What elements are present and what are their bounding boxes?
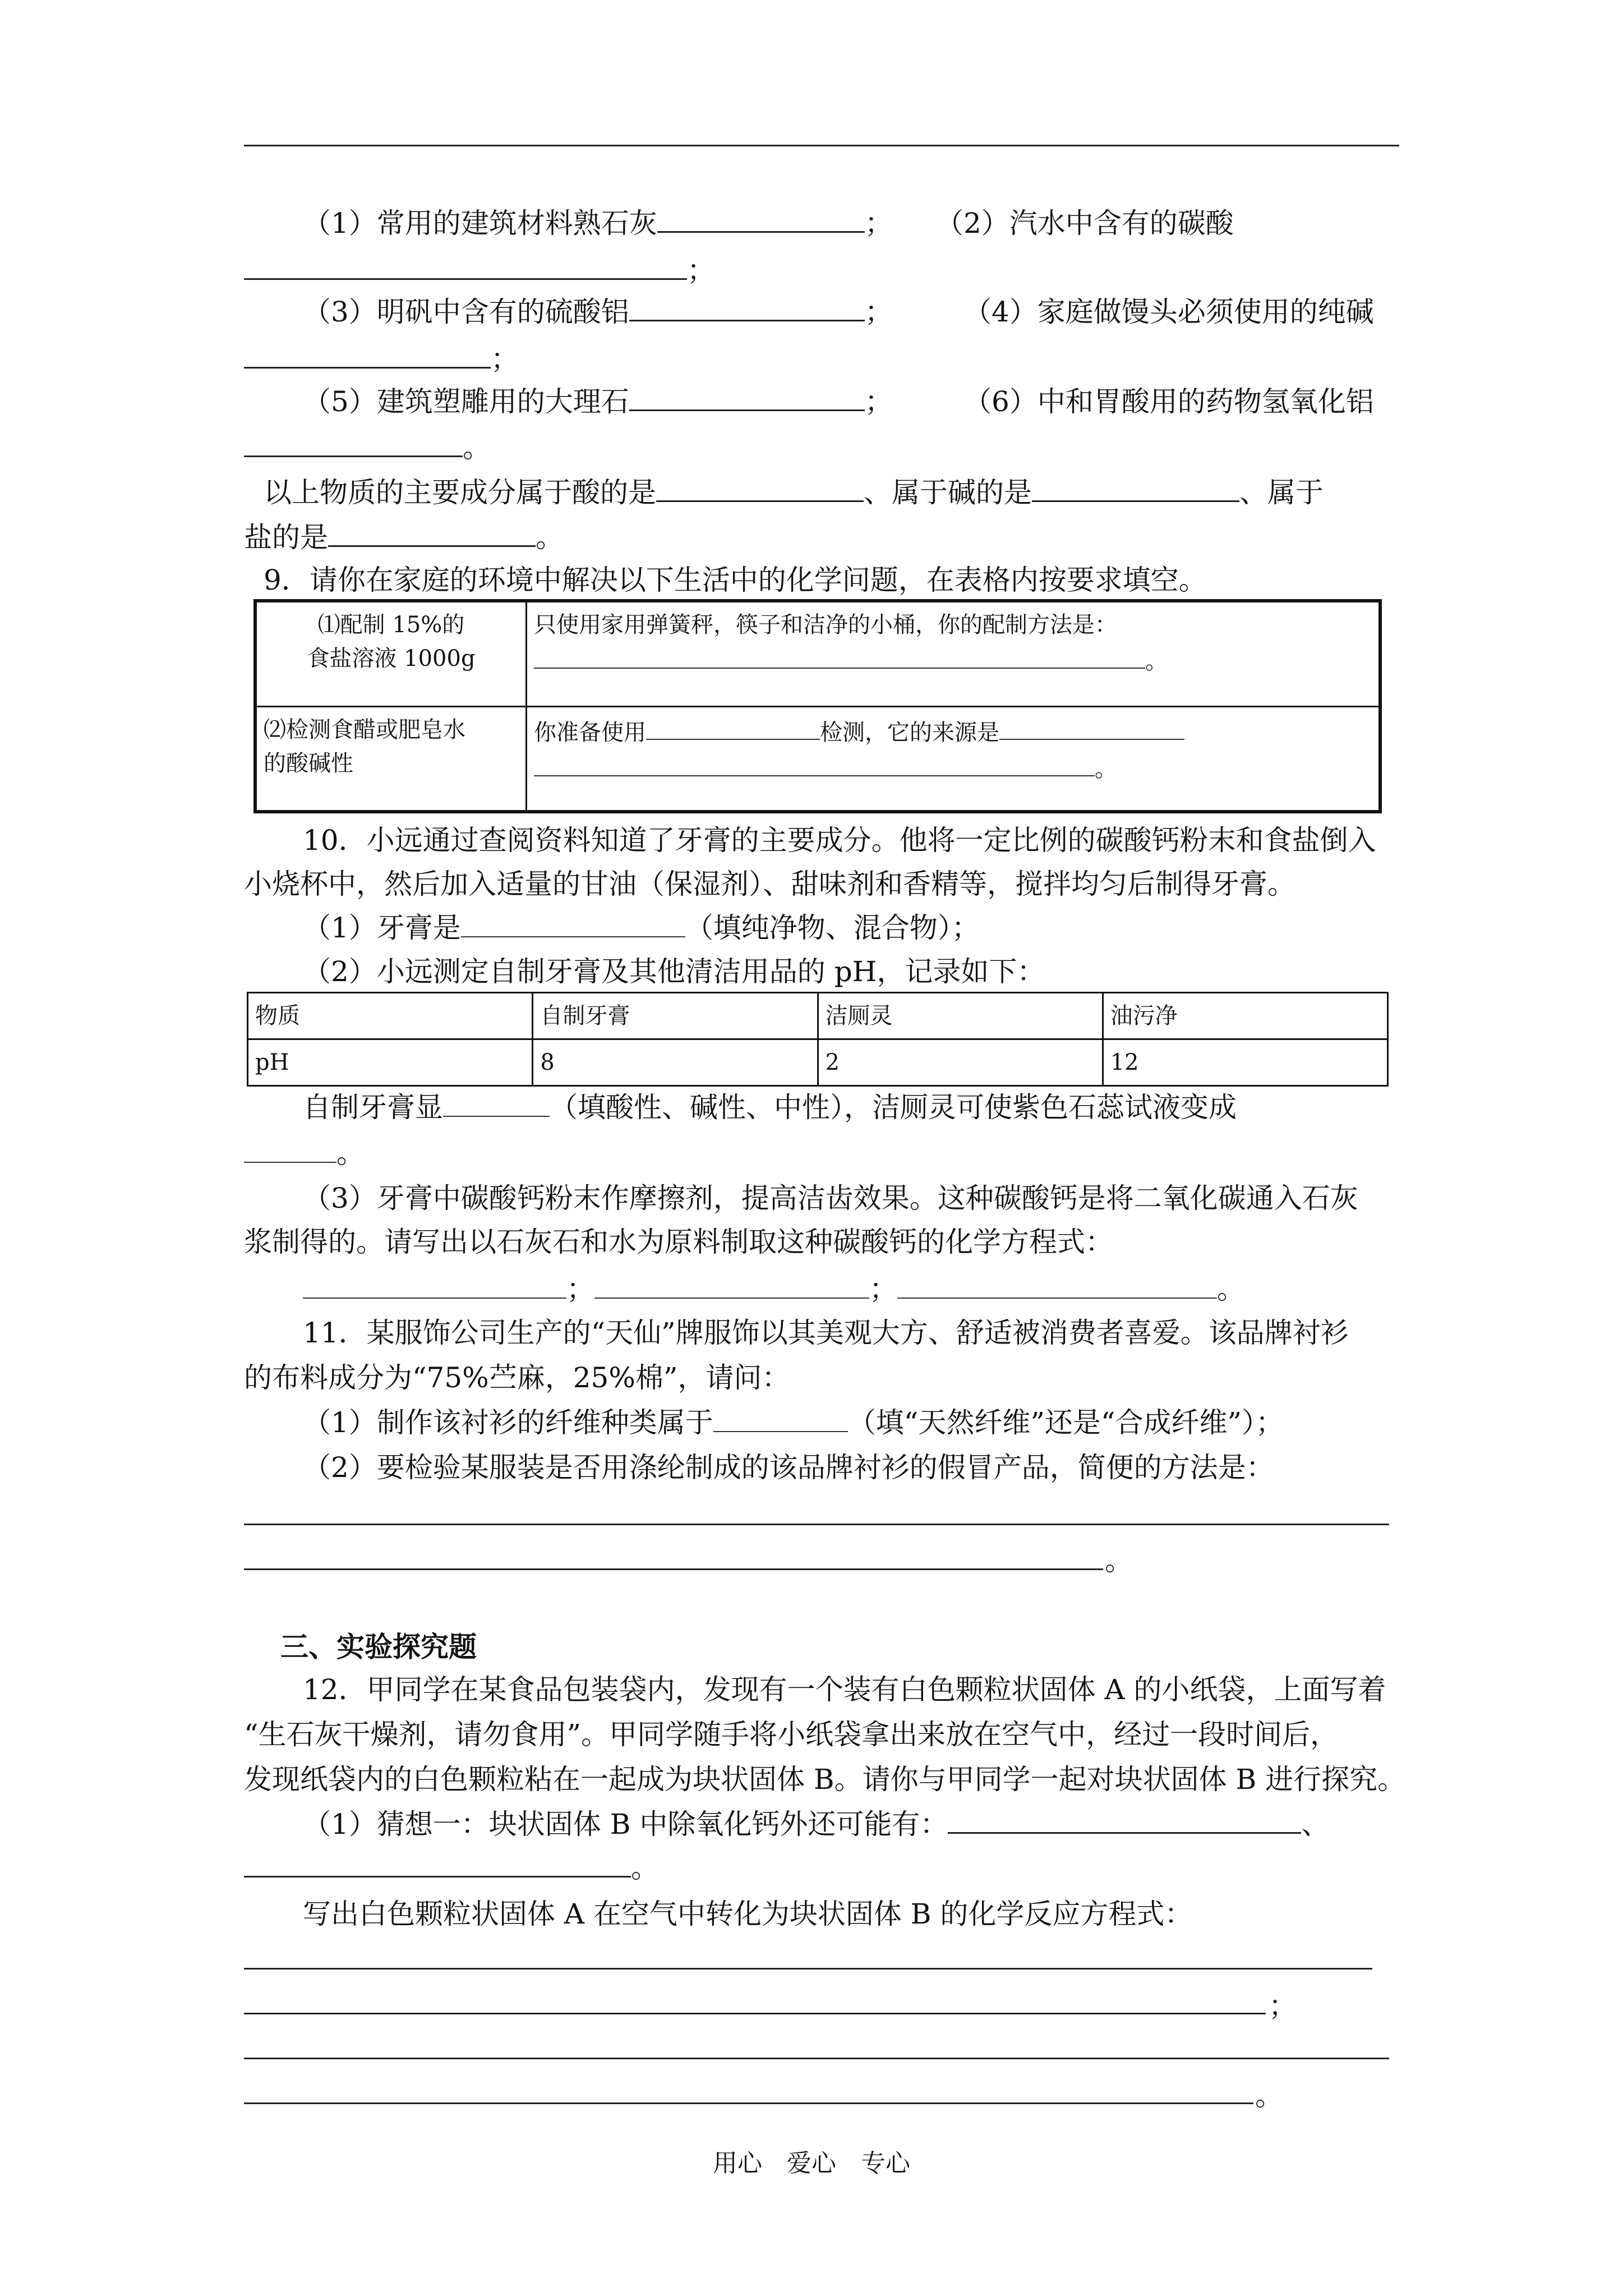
q8-item1-line: （1）常用的建筑材料熟石灰 ； <box>303 203 893 243</box>
q10-purity-blank[interactable] <box>461 910 685 937</box>
q10-after-line2: 。 <box>244 1133 365 1174</box>
q12-p2: 写出白色颗粒状固体 A 在空气中转化为块状固体 B 的化学反应方程式： <box>303 1898 1193 1930</box>
q11-stem-a: 11．某服饰公司生产的“天仙”牌服饰以其美观大方、舒适被消费者喜爱。该品牌衬衫 <box>303 1317 1349 1349</box>
q9-source-blank[interactable] <box>999 713 1184 740</box>
q10-th-toilet-cleaner: 洁厕灵 <box>818 993 1103 1039</box>
q10-equation-blank3[interactable] <box>897 1272 1217 1299</box>
q9-row1-content: 只使用家用弹簧秤，筷子和洁净的小桶，你的配制方法是： 。 <box>527 601 1381 706</box>
footer-motto: 用心 爱心 专心 <box>713 2149 910 2178</box>
q8-summary-line2: 盐的是 。 <box>244 517 564 558</box>
q11-fiber-blank[interactable] <box>713 1405 848 1432</box>
q10-stem-a: 10．小远通过查阅资料知道了牙膏的主要成分。他将一定比例的碳酸钙粉末和食盐倒入 <box>303 824 1376 857</box>
q10-stem-b: 小烧杯中，然后加入适量的甘油（保湿剂）、甜味剂和香精等，搅拌均匀后制得牙膏。 <box>244 868 1295 900</box>
q12-stem-a: 12．甲同学在某食品包装袋内，发现有一个装有白色颗粒状固体 A 的小纸袋，上面写着 <box>303 1673 1386 1706</box>
q12-answer-line2[interactable] <box>244 2013 1266 2014</box>
q8-blank6[interactable] <box>244 427 463 457</box>
q10-after-line: 自制牙膏显 （填酸性、碱性、中性），洁厕灵可使紫色石蕊试液变成 <box>303 1091 1237 1124</box>
q8-item6: （6）中和胃酸用的药物氢氧化铝 <box>963 385 1374 418</box>
q10-color-blank[interactable] <box>244 1136 336 1163</box>
q8-item4-blank-line: ； <box>244 339 519 379</box>
q12-answer-line3[interactable] <box>244 2058 1389 2059</box>
q12-p1-line: （1）猜想一：块状固体 B 中除氧化钙外还可能有： 、 <box>303 1804 1329 1844</box>
q10-acidity-blank[interactable] <box>443 1090 550 1117</box>
document-page: （1）常用的建筑材料熟石灰 ； （2）汽水中含有的碳酸 ； （3）明矾中含有的硫酸铝 ； （4）家庭做馒头必须使用的纯碱 ； （5）建筑塑雕用的大理石 ； （6）中和胃酸用的药物氢氧化铝 。 以上物质的主要成分属于酸的是 、属于碱的是 、属于 盐的是 。 9．请你在家庭的环境中解决以下生活中的化学问题，在表格内按要求填空。 ⑴配制 15%的 食盐溶液 1000g 只使用家用弹簧秤，筷子和洁净的小桶，你的配制方法是： 。 ⑵检测食醋或肥皂水 的酸碱性 你准备使用 检测，它的来源是 。 10．小远通过查阅资料知道了牙膏的主要成分。他将一定比例的碳酸钙粉末和食盐倒入 小烧杯中，然后加入适量的甘油（保湿剂）、甜味剂和香精等，搅拌均匀后制得牙膏。 （1）牙膏是 （填纯净物、混合物）； （2）小远测定自制牙膏及其他清洁用品的 pH，记录如下： 物质 自制牙膏 洁厕灵 油污净 pH 8 2 12 自制牙膏显 （填酸性、碱性、中性），洁厕灵可使紫色石蕊试液变成 。 （3）牙膏中碳酸钙粉末作摩擦剂，提高洁齿效果。这种碳酸钙是将二氧化碳通入石灰 浆制得的。请写出以石灰石和水为原料制取这种碳酸钙的化学方程式： ； ； 。 11．某服饰公司生产的“天仙”牌服饰以其美观大方、舒适被消费者喜爱。该品牌衬衫 的布料成分为“75%苎麻，25%棉”，请问： （1）制作该衬衫的纤维种类属于 （填“天然纤维”还是“合成纤维”）； （2）要检验某服装是否用涤纶制成的该品牌衬衫的假冒产品，简便的方法是： 。 三、实验探究题 12．甲同学在某食品包装袋内，发现有一个装有白色颗粒状固体 A 的小纸袋，上面写着 “生石灰干燥剂，请勿食用”。甲同学随手将小纸袋拿出来放在空气中，经过一段时间后， 发现纸袋内的白色颗粒粘在一起成为块状固体 B。请你与甲同学一起对块状固体 B 进行探究。 （1）猜想一：块状固体 B 中除氧化钙外还可能有： 、 。 写出白色颗粒状固体 A 在空气中转化为块状固体 B 的化学反应方程式： ； 。 用心 爱心 专心 <box>0 0 1623 2296</box>
q8-item6-blank-line: 。 <box>244 427 491 468</box>
q10-p1-line: （1）牙膏是 （填纯净物、混合物）； <box>303 912 980 944</box>
q8-item1: （1）常用的建筑材料熟石灰 <box>303 207 657 240</box>
q8-item3: （3）明矾中含有的硫酸铝 <box>303 296 629 328</box>
q10-equation-line: ； ； 。 <box>303 1269 1245 1309</box>
q8-item5-line: （5）建筑塑雕用的大理石 ； <box>303 381 893 422</box>
q8-item2: （2）汽水中含有的碳酸 <box>935 207 1234 240</box>
q8-base-blank[interactable] <box>1032 472 1239 502</box>
section-title: 三、实验探究题 <box>280 1631 477 1663</box>
q9-row1-label: ⑴配制 15%的 食盐溶液 1000g <box>255 601 527 706</box>
q11-stem-b: 的布料成分为“75%苎麻，25%棉”，请问： <box>244 1361 790 1394</box>
q9-row2-label: ⑵检测食醋或肥皂水 的酸碱性 <box>255 706 527 812</box>
q10-td-toilet-cleaner-ph: 2 <box>818 1039 1103 1086</box>
q12-answer-line4[interactable] <box>244 2102 1253 2104</box>
q12-stem-b: “生石灰干燥剂，请勿食用”。甲同学随手将小纸袋拿出来放在空气中，经过一段时间后， <box>244 1718 1339 1751</box>
q8-blank5[interactable] <box>629 381 865 411</box>
q9-stem: 9．请你在家庭的环境中解决以下生活中的化学问题，在表格内按要求填空。 <box>264 564 1207 596</box>
q8-item5: （5）建筑塑雕用的大理石 <box>303 385 629 418</box>
q10-p3-b: 浆制得的。请写出以石灰石和水为原料制取这种碳酸钙的化学方程式： <box>244 1226 1113 1258</box>
q11-answer-line2[interactable] <box>244 1568 1103 1570</box>
q8-blank2[interactable] <box>244 250 687 280</box>
q10-p3-a: （3）牙膏中碳酸钙粉末作摩擦剂，提高洁齿效果。这种碳酸钙是将二氧化碳通入石灰 <box>303 1182 1358 1214</box>
q12-answer-line1[interactable] <box>244 1968 1372 1970</box>
q8-blank4[interactable] <box>244 339 491 369</box>
q12-guess-blank2[interactable] <box>244 1848 631 1878</box>
q10-equation-blank1[interactable] <box>303 1272 566 1299</box>
q12-p1-line2: 。 <box>244 1848 659 1888</box>
q10-p2: （2）小远测定自制牙膏及其他清洁用品的 pH，记录如下： <box>303 955 1045 988</box>
q9-row2-content: 你准备使用 检测，它的来源是 。 <box>527 706 1381 812</box>
q8-blank1[interactable] <box>657 203 865 233</box>
q8-item4: （4）家庭做馒头必须使用的纯碱 <box>963 296 1374 328</box>
q11-p2: （2）要检验某服装是否用涤纶制成的该品牌衬衫的假冒产品，简便的方法是： <box>303 1451 1274 1484</box>
q8-summary-line: 以上物质的主要成分属于酸的是 、属于碱的是 、属于 <box>264 472 1324 513</box>
q8-acid-blank[interactable] <box>656 472 864 502</box>
q9-source-blank2[interactable] <box>534 749 1095 776</box>
q10-ph-table <box>247 992 1389 1087</box>
q8-item2-blank-line: ； <box>244 250 715 291</box>
header-rule <box>244 145 1399 146</box>
q9-method-blank[interactable] <box>534 642 1145 669</box>
q9-reagent-blank[interactable] <box>646 713 820 740</box>
q10-th-substance: 物质 <box>248 993 533 1039</box>
q8-blank3[interactable] <box>629 292 865 321</box>
q10-th-degreaser: 油污净 <box>1103 993 1387 1039</box>
q12-guess-blank1[interactable] <box>948 1804 1301 1834</box>
q8-item3-line: （3）明矾中含有的硫酸铝 ； <box>303 292 893 332</box>
q10-equation-blank2[interactable] <box>594 1272 869 1299</box>
q10-td-ph: pH <box>248 1039 533 1086</box>
q12-stem-c: 发现纸袋内的白色颗粒粘在一起成为块状固体 B。请你与甲同学一起对块状固体 B 进行探究。 <box>244 1763 1406 1796</box>
q9-table <box>253 599 1382 813</box>
q10-td-toothpaste-ph: 8 <box>533 1039 818 1086</box>
q11-p1-line: （1）制作该衬衫的纤维种类属于 （填“天然纤维”还是“合成纤维”）； <box>303 1406 1284 1439</box>
q8-salt-blank[interactable] <box>328 517 536 547</box>
q10-td-degreaser-ph: 12 <box>1103 1039 1387 1086</box>
q10-th-toothpaste: 自制牙膏 <box>533 993 818 1039</box>
q11-answer-line1[interactable] <box>244 1524 1389 1525</box>
